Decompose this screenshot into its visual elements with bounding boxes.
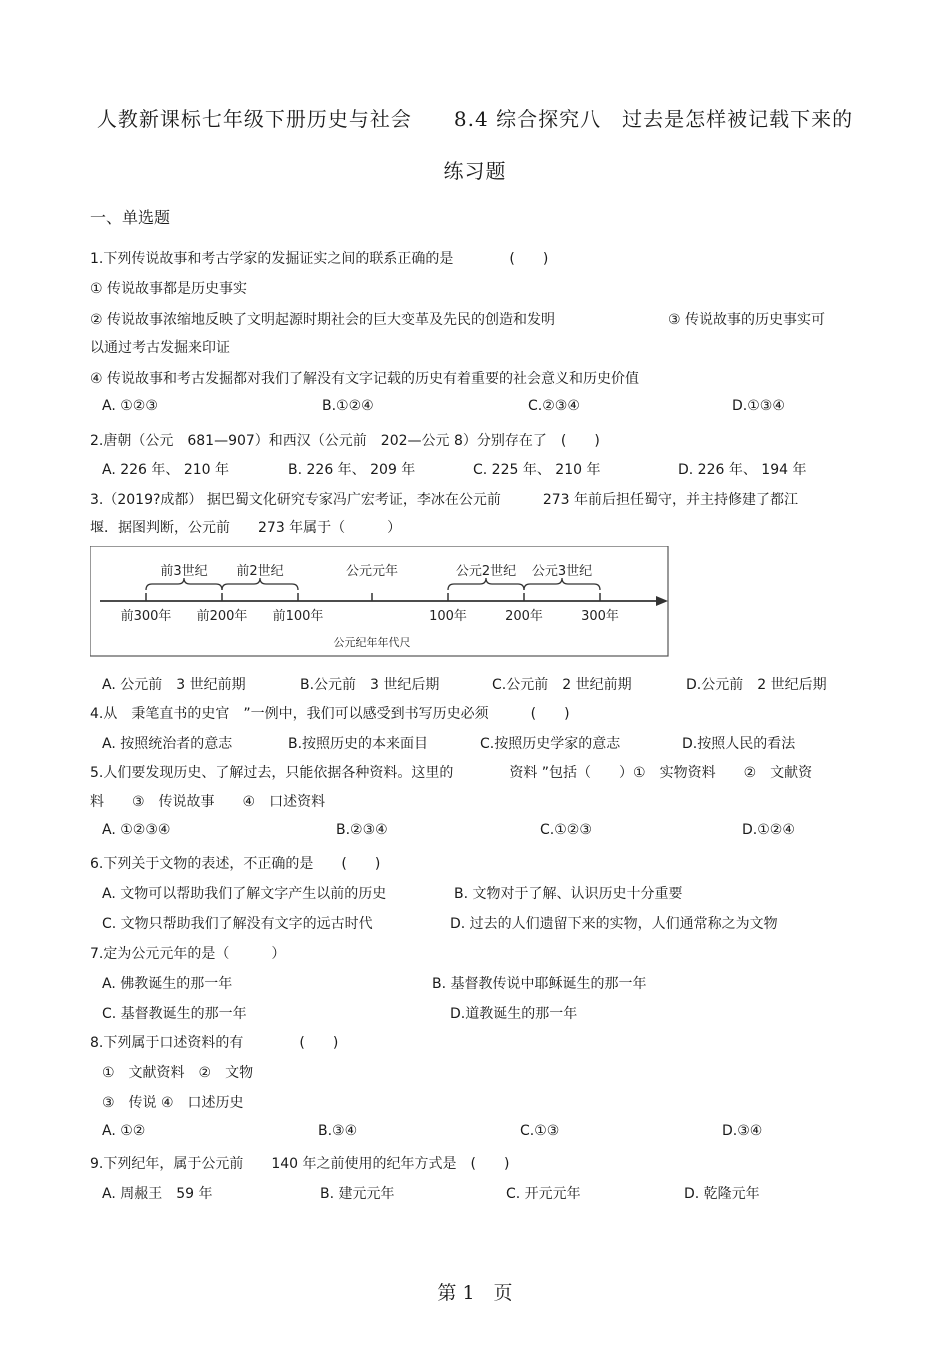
brace-ad-2nd-century [448, 578, 524, 590]
question-8-option-c: C.①③ [520, 1123, 560, 1139]
question-6-option-d: D. 过去的人们遗留下来的实物，人们通常称之为文物 [450, 916, 778, 932]
question-7-stem: 7.定为公元元年的是（ ） [90, 946, 286, 962]
question-8-option-a: A. ①② [102, 1123, 146, 1139]
question-3-option-d: D.公元前 2 世纪后期 [686, 677, 827, 693]
question-1-statement-1: ① 传说故事都是历史事实 [90, 281, 248, 297]
question-9-option-d: D. 乾隆元年 [684, 1186, 760, 1202]
question-6-option-b: B. 文物对于了解、认识历史十分重要 [454, 886, 683, 902]
question-5-option-b: B.②③④ [336, 822, 388, 838]
question-6-stem: 6.下列关于文物的表述，不正确的是 ( ) [90, 856, 381, 872]
document-title-line1: 人教新课标七年级下册历史与社会 8.4 综合探究八 过去是怎样被记载下来的 [96, 107, 854, 131]
timeline-arrowhead [656, 596, 668, 606]
timeline-figure [90, 546, 670, 658]
question-5-option-d: D.①②④ [742, 822, 795, 838]
timeline-brace-label: 前2世纪 [236, 564, 284, 579]
timeline-tick-label: 前200年 [196, 609, 248, 624]
brace-bc-2nd-century [222, 578, 298, 590]
question-1-statement-3: ③ 传说故事的历史事实可 [668, 312, 826, 328]
question-9-option-c: C. 开元元年 [506, 1186, 581, 1202]
question-7-option-b: B. 基督教传说中耶稣诞生的那一年 [432, 976, 647, 992]
question-1-option-c: C.②③④ [528, 398, 580, 414]
question-8-statements-2: ③ 传说 ④ 口述历史 [102, 1095, 244, 1111]
question-3-option-b: B.公元前 3 世纪后期 [300, 677, 440, 693]
timeline-brace-label: 前3世纪 [160, 564, 208, 579]
question-7-option-d: D.道教诞生的那一年 [450, 1006, 578, 1022]
question-1-statement-4: ④ 传说故事和考古发掘都对我们了解没有文字记载的历史有着重要的社会意义和历史价值 [90, 371, 639, 387]
question-7-option-a: A. 佛教诞生的那一年 [102, 976, 233, 992]
question-8-statements-1: ① 文献资料 ② 文物 [102, 1065, 254, 1081]
question-5-stem-line1: 5.人们要发现历史、了解过去，只能依据各种资料。这里的 资料 ”包括（ ）① 实物资料 ② 文献资 [90, 765, 813, 781]
question-5-stem-line2: 料 ③ 传说故事 ④ 口述资料 [90, 794, 326, 810]
question-4-option-b: B.按照历史的本来面目 [288, 736, 429, 752]
brace-bc-3rd-century [146, 578, 222, 590]
question-5-option-a: A. ①②③④ [102, 822, 171, 838]
question-2-option-d: D. 226 年、 194 年 [678, 462, 807, 478]
question-5-option-c: C.①②③ [540, 822, 592, 838]
question-1-statement-2: ② 传说故事浓缩地反映了文明起源时期社会的巨大变革及先民的创造和发明 [90, 312, 555, 328]
question-1-option-b: B.①②④ [322, 398, 374, 414]
question-9-option-b: B. 建元元年 [320, 1186, 395, 1202]
question-6-option-a: A. 文物可以帮助我们了解文字产生以前的历史 [102, 886, 387, 902]
question-3-option-c: C.公元前 2 世纪前期 [492, 677, 632, 693]
question-4-option-c: C.按照历史学家的意志 [480, 736, 621, 752]
question-4-option-d: D.按照人民的看法 [682, 736, 796, 752]
timeline-brace-label: 公元2世纪 [455, 564, 517, 579]
question-1-statement-3-cont: 以通过考古发掘来印证 [90, 340, 230, 356]
timeline-tick-label: 200年 [505, 609, 543, 624]
question-8-option-b: B.③④ [318, 1123, 358, 1139]
question-7-option-c: C. 基督教诞生的那一年 [102, 1006, 247, 1022]
timeline-tick-label: 前100年 [272, 609, 324, 624]
question-6-option-c: C. 文物只帮助我们了解没有文字的远古时代 [102, 916, 373, 932]
timeline-brace-label: 公元3世纪 [531, 564, 593, 579]
section-heading: 一、单选题 [90, 208, 171, 227]
document-title-line2: 练习题 [443, 159, 507, 183]
question-9-stem: 9.下列纪年，属于公元前 140 年之前使用的纪年方式是 ( ) [90, 1156, 510, 1172]
timeline-tick-label: 100年 [429, 609, 467, 624]
question-4-stem: 4.从 秉笔直书的史官 ”一例中，我们可以感受到书写历史必须 ( ) [90, 706, 570, 722]
question-8-option-d: D.③④ [722, 1123, 763, 1139]
question-2-option-b: B. 226 年、 209 年 [288, 462, 416, 478]
timeline-tick-label: 前300年 [120, 609, 172, 624]
question-3-option-a: A. 公元前 3 世纪前期 [102, 677, 246, 693]
question-2-option-a: A. 226 年、 210 年 [102, 462, 230, 478]
question-1-option-a: A. ①②③ [102, 398, 158, 414]
question-3-stem-line1: 3.（2019?成都） 据巴蜀文化研究专家冯广宏考证，李冰在公元前 273 年前后担任蜀守，并主持修建了都江 [90, 492, 799, 508]
timeline-tick-label: 300年 [581, 609, 619, 624]
question-3-stem-line2: 堰．据图判断，公元前 273 年属于（ ） [90, 520, 402, 536]
question-9-option-a: A. 周赧王 59 年 [102, 1186, 213, 1202]
question-4-option-a: A. 按照统治者的意志 [102, 736, 233, 752]
question-1-stem: 1.下列传说故事和考古学家的发掘证实之间的联系正确的是 ( ) [90, 251, 549, 267]
timeline-center-label: 公元元年 [345, 564, 399, 579]
question-2-stem: 2.唐朝（公元 681—907）和西汉（公元前 202—公元 8）分别存在了 ( ) [90, 433, 600, 449]
question-2-option-c: C. 225 年、 210 年 [473, 462, 601, 478]
page-number: 第 1 页 [437, 1282, 513, 1304]
brace-ad-3rd-century [524, 578, 600, 590]
timeline-caption: 公元纪年年代尺 [333, 636, 411, 649]
question-8-stem: 8.下列属于口述资料的有 ( ) [90, 1035, 339, 1051]
question-1-option-d: D.①③④ [732, 398, 785, 414]
